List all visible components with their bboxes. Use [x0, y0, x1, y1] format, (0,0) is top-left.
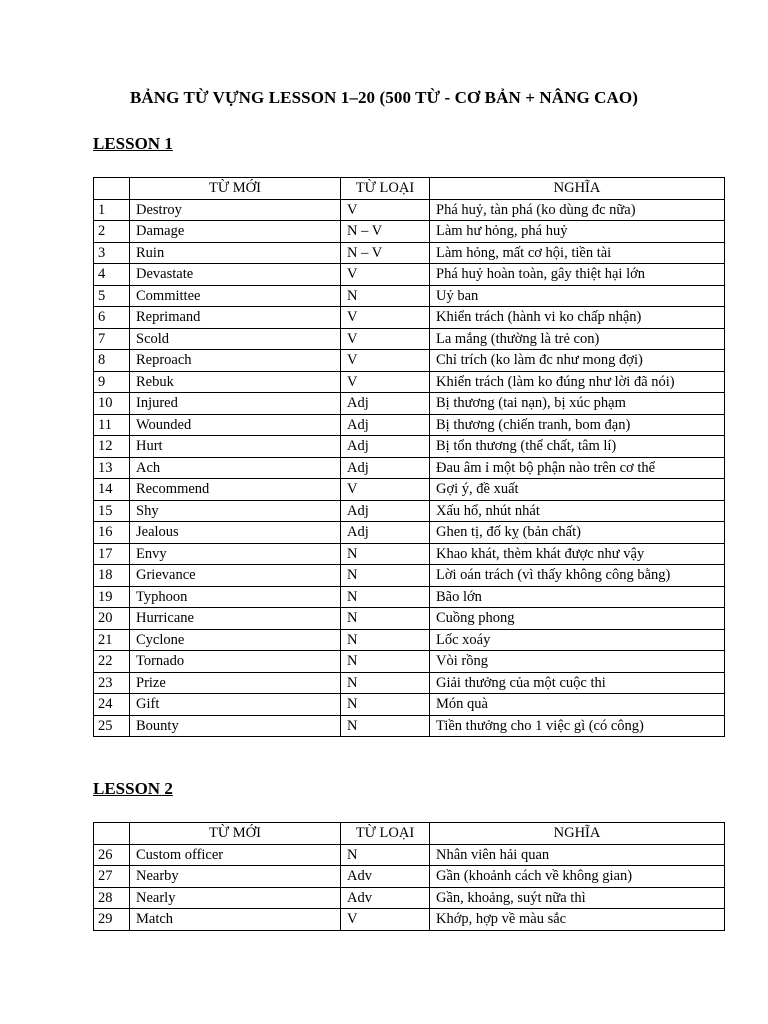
table-row — [94, 608, 725, 630]
table-row — [94, 694, 725, 716]
word-cell: Damage — [130, 221, 341, 243]
no-cell: 1 — [94, 199, 130, 221]
no-cell: 2 — [94, 221, 130, 243]
table-row — [94, 586, 725, 608]
column-header: TỪ MỚI — [130, 178, 341, 200]
table-row — [94, 307, 725, 329]
meaning-cell: Nhân viên hải quan — [430, 844, 725, 866]
no-cell: 11 — [94, 414, 130, 436]
meaning-cell: Bị thương (chiến tranh, bom đạn) — [430, 414, 725, 436]
word-cell: Destroy — [130, 199, 341, 221]
table-row — [94, 672, 725, 694]
type-cell: V — [341, 909, 430, 931]
meaning-cell: Khao khát, thèm khát được như vậy — [430, 543, 725, 565]
table-row — [94, 543, 725, 565]
word-cell: Injured — [130, 393, 341, 415]
no-cell: 5 — [94, 285, 130, 307]
table-row — [94, 393, 725, 415]
no-cell: 27 — [94, 866, 130, 888]
type-cell: N — [341, 285, 430, 307]
no-cell: 3 — [94, 242, 130, 264]
meaning-cell: Vòi rồng — [430, 651, 725, 673]
lesson-1-heading: LESSON 1 — [93, 134, 173, 153]
word-cell: Nearby — [130, 866, 341, 888]
lesson-2-heading: LESSON 2 — [93, 779, 173, 798]
type-cell: N — [341, 715, 430, 737]
type-cell: V — [341, 264, 430, 286]
meaning-cell: Lời oán trách (vì thấy không công bằng) — [430, 565, 725, 587]
no-cell: 22 — [94, 651, 130, 673]
column-header — [94, 823, 130, 845]
type-cell: N — [341, 608, 430, 630]
table-row — [94, 221, 725, 243]
type-cell: N – V — [341, 221, 430, 243]
column-header: TỪ LOẠI — [341, 178, 430, 200]
type-cell: N — [341, 586, 430, 608]
word-cell: Tornado — [130, 651, 341, 673]
table-row — [94, 264, 725, 286]
table-row — [94, 565, 725, 587]
meaning-cell: Gần, khoảng, suýt nữa thì — [430, 887, 725, 909]
meaning-cell: Phá huỷ hoàn toàn, gây thiệt hại lớn — [430, 264, 725, 286]
word-cell: Recommend — [130, 479, 341, 501]
no-cell: 14 — [94, 479, 130, 501]
type-cell: Adv — [341, 866, 430, 888]
meaning-cell: Gợi ý, đề xuất — [430, 479, 725, 501]
meaning-cell: Lốc xoáy — [430, 629, 725, 651]
table-row — [94, 436, 725, 458]
meaning-cell: Bị tổn thương (thể chất, tâm lí) — [430, 436, 725, 458]
table-row — [94, 479, 725, 501]
type-cell: N — [341, 694, 430, 716]
no-cell: 13 — [94, 457, 130, 479]
no-cell: 28 — [94, 887, 130, 909]
type-cell: Adj — [341, 522, 430, 544]
word-cell: Rebuk — [130, 371, 341, 393]
meaning-cell: Làm hư hỏng, phá huỷ — [430, 221, 725, 243]
word-cell: Scold — [130, 328, 341, 350]
document-title: BẢNG TỪ VỰNG LESSON 1–20 (500 TỪ - CƠ BẢN + NÂNG CAO) — [129, 88, 639, 107]
table-row — [94, 909, 725, 931]
type-cell: Adj — [341, 500, 430, 522]
no-cell: 26 — [94, 844, 130, 866]
word-cell: Typhoon — [130, 586, 341, 608]
table-row — [94, 651, 725, 673]
lesson-1-table — [93, 177, 725, 737]
type-cell: N — [341, 565, 430, 587]
no-cell: 25 — [94, 715, 130, 737]
no-cell: 16 — [94, 522, 130, 544]
word-cell: Custom officer — [130, 844, 341, 866]
type-cell: Adj — [341, 393, 430, 415]
table-row — [94, 371, 725, 393]
type-cell: V — [341, 371, 430, 393]
meaning-cell: Chỉ trích (ko làm đc như mong đợi) — [430, 350, 725, 372]
no-cell: 12 — [94, 436, 130, 458]
column-header: NGHĨA — [430, 823, 725, 845]
no-cell: 24 — [94, 694, 130, 716]
word-cell: Bounty — [130, 715, 341, 737]
word-cell: Wounded — [130, 414, 341, 436]
type-cell: V — [341, 307, 430, 329]
table-row — [94, 500, 725, 522]
meaning-cell: Khiển trách (làm ko đúng như lời đã nói) — [430, 371, 725, 393]
word-cell: Grievance — [130, 565, 341, 587]
meaning-cell: Phá huỷ, tàn phá (ko dùng đc nữa) — [430, 199, 725, 221]
meaning-cell: Bão lớn — [430, 586, 725, 608]
type-cell: N — [341, 844, 430, 866]
no-cell: 4 — [94, 264, 130, 286]
word-cell: Ach — [130, 457, 341, 479]
word-cell: Ruin — [130, 242, 341, 264]
meaning-cell: Uỷ ban — [430, 285, 725, 307]
word-cell: Devastate — [130, 264, 341, 286]
word-cell: Prize — [130, 672, 341, 694]
type-cell: V — [341, 350, 430, 372]
meaning-cell: Ghen tị, đố kỵ (bản chất) — [430, 522, 725, 544]
meaning-cell: Giải thưởng của một cuộc thi — [430, 672, 725, 694]
column-header: TỪ LOẠI — [341, 823, 430, 845]
meaning-cell: Đau âm ỉ một bộ phận nào trên cơ thể — [430, 457, 725, 479]
no-cell: 8 — [94, 350, 130, 372]
no-cell: 21 — [94, 629, 130, 651]
word-cell: Jealous — [130, 522, 341, 544]
table-header-row — [94, 823, 725, 845]
column-header: TỪ MỚI — [130, 823, 341, 845]
type-cell: N — [341, 543, 430, 565]
word-cell: Hurricane — [130, 608, 341, 630]
meaning-cell: Tiền thưởng cho 1 việc gì (có công) — [430, 715, 725, 737]
type-cell: N — [341, 672, 430, 694]
table-row — [94, 328, 725, 350]
word-cell: Gift — [130, 694, 341, 716]
meaning-cell: Xấu hổ, nhút nhát — [430, 500, 725, 522]
no-cell: 10 — [94, 393, 130, 415]
table-row — [94, 887, 725, 909]
meaning-cell: Làm hỏng, mất cơ hội, tiền tài — [430, 242, 725, 264]
type-cell: V — [341, 479, 430, 501]
word-cell: Reproach — [130, 350, 341, 372]
table-row — [94, 629, 725, 651]
word-cell: Envy — [130, 543, 341, 565]
no-cell: 20 — [94, 608, 130, 630]
no-cell: 29 — [94, 909, 130, 931]
type-cell: N – V — [341, 242, 430, 264]
type-cell: Adj — [341, 414, 430, 436]
no-cell: 9 — [94, 371, 130, 393]
table-row — [94, 414, 725, 436]
type-cell: N — [341, 629, 430, 651]
lesson-2-table — [93, 822, 725, 931]
column-header — [94, 178, 130, 200]
meaning-cell: Món quà — [430, 694, 725, 716]
table-row — [94, 866, 725, 888]
word-cell: Match — [130, 909, 341, 931]
word-cell: Reprimand — [130, 307, 341, 329]
word-cell: Committee — [130, 285, 341, 307]
type-cell: N — [341, 651, 430, 673]
meaning-cell: Bị thương (tai nạn), bị xúc phạm — [430, 393, 725, 415]
word-cell: Shy — [130, 500, 341, 522]
type-cell: V — [341, 199, 430, 221]
no-cell: 6 — [94, 307, 130, 329]
type-cell: Adj — [341, 457, 430, 479]
table-row — [94, 844, 725, 866]
table-row — [94, 715, 725, 737]
no-cell: 18 — [94, 565, 130, 587]
meaning-cell: Khiển trách (hành vi ko chấp nhận) — [430, 307, 725, 329]
meaning-cell: Khớp, hợp về màu sắc — [430, 909, 725, 931]
meaning-cell: Cuồng phong — [430, 608, 725, 630]
table-row — [94, 199, 725, 221]
table-row — [94, 350, 725, 372]
word-cell: Hurt — [130, 436, 341, 458]
table-row — [94, 457, 725, 479]
table-header-row — [94, 178, 725, 200]
no-cell: 15 — [94, 500, 130, 522]
type-cell: V — [341, 328, 430, 350]
meaning-cell: La mắng (thường là trẻ con) — [430, 328, 725, 350]
type-cell: Adj — [341, 436, 430, 458]
meaning-cell: Gần (khoảnh cách về không gian) — [430, 866, 725, 888]
word-cell: Cyclone — [130, 629, 341, 651]
no-cell: 7 — [94, 328, 130, 350]
column-header: NGHĨA — [430, 178, 725, 200]
no-cell: 17 — [94, 543, 130, 565]
table-row — [94, 242, 725, 264]
word-cell: Nearly — [130, 887, 341, 909]
table-row — [94, 285, 725, 307]
table-row — [94, 522, 725, 544]
type-cell: Adv — [341, 887, 430, 909]
no-cell: 23 — [94, 672, 130, 694]
no-cell: 19 — [94, 586, 130, 608]
